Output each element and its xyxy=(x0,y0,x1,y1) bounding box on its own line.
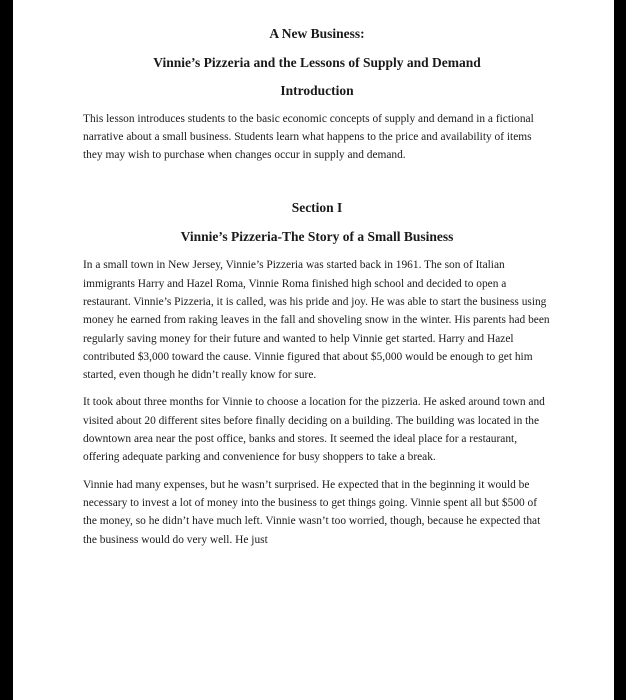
right-border xyxy=(614,0,626,700)
document-content xyxy=(83,24,551,549)
story-heading: Vinnie’s Pizzeria-The Story of a Small Business xyxy=(180,228,454,244)
introduction-heading: Introduction xyxy=(280,83,354,98)
document-title: A New Business: xyxy=(269,26,365,41)
story-paragraph: In a small town in New Jersey, Vinnie’s Pizzeria was started back in 1961. The son of Italian immigrants Harry and Hazel Roma, Vinnie Roma finished high school and decided to open a restaurant. Vinnie’s Pizzeria, it is called, was his pride and joy. He was able to start the business using money he earned from raking leaves in the fall and shoveling snow in the winter. His parents had been regularly saving money for their future and wanted to help Vinnie get started. Harry and Hazel contributed $3,000 toward the cause. Vinnie figured that about $5,000 would be enough to get him started, even though he didn’t really know for sure. xyxy=(83,259,550,382)
section-heading: Section I xyxy=(291,200,343,216)
document-subtitle: Vinnie’s Pizzeria and the Lessons of Supply and Demand xyxy=(153,54,481,70)
introduction-paragraph: This lesson introduces students to the basic economic concepts of supply and demand in a fictional narrative about a small business. Students learn what happens to the price and availability of items they may wish to purchase when changes occur in supply and demand. xyxy=(83,112,534,162)
story-paragraph: Vinnie had many expenses, but he wasn’t surprised. He expected that in the beginning it would be necessary to invest a lot of money into the business to get things going. Vinnie spent all but $500 of the money, so he didn’t have much left. Vinnie wasn’t too worried, though, because he expected that the business would do very well. He just xyxy=(83,478,541,546)
document-page xyxy=(13,0,614,700)
left-border xyxy=(0,0,13,700)
story-paragraph: It took about three months for Vinnie to choose a location for the pizzeria. He asked around town and visited about 20 different sites before finally deciding on a building. The building was located in the downtown area near the post office, banks and stores. It seemed the ideal place for a restaurant, offering adequate parking and convenience for busy shoppers to take a break. xyxy=(83,396,545,464)
